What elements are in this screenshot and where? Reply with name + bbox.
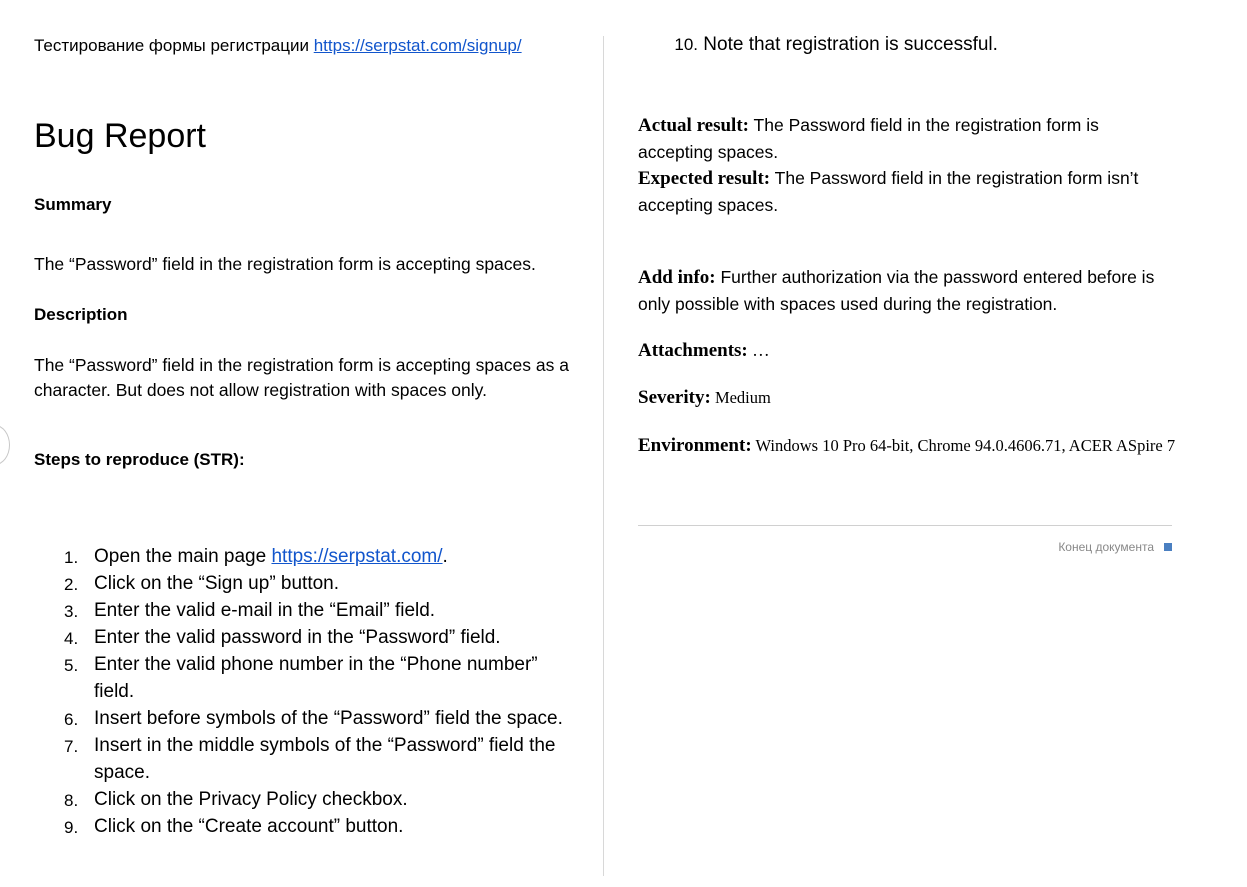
list-item: [34, 732, 574, 786]
expected-result: [638, 165, 1178, 218]
step-text: Click on the “Sign up” button.: [94, 573, 340, 594]
step-text: Enter the valid password in the “Password” field.: [94, 627, 501, 648]
step-number: 9.: [64, 818, 79, 837]
environment-label: Environment:: [638, 435, 752, 456]
step-text: Open the main page: [94, 546, 272, 567]
results-block: [638, 112, 1178, 218]
end-of-document-label: Конец документа: [1058, 540, 1154, 554]
signup-link[interactable]: https://serpstat.com/signup/: [313, 36, 522, 55]
attachments-value: …: [747, 340, 770, 360]
page-edge-marker: [0, 425, 10, 465]
list-item: [34, 705, 574, 732]
list-item: [34, 597, 574, 624]
end-marker-icon: [1164, 543, 1172, 551]
column-divider: [603, 36, 604, 876]
list-item: [34, 570, 574, 597]
step-number: 1.: [64, 548, 79, 567]
step-text: Insert before symbols of the “Password” field the space.: [94, 708, 563, 729]
str-heading: Steps to reproduce (STR):: [34, 450, 245, 469]
description-text: The “Password” field in the registration form is accepting spaces as a character. But does not allow registration with spaces only.: [34, 355, 569, 400]
list-item: [34, 786, 574, 813]
list-item: [34, 624, 574, 651]
step-number: 3.: [64, 602, 79, 621]
steps-list: [34, 543, 574, 840]
actual-result: [638, 112, 1178, 165]
step-text-end: .: [442, 546, 448, 567]
add-info: [638, 264, 1178, 317]
environment: [638, 432, 1178, 459]
expected-result-label: Expected result:: [638, 168, 771, 189]
main-page-link[interactable]: https://serpstat.com/: [271, 546, 443, 567]
attachments-label: Attachments:: [638, 340, 748, 361]
add-info-label: Add info:: [638, 267, 716, 288]
list-item: [34, 813, 574, 840]
expected-result-text: The Password field in the registration form isn’t accepting spaces.: [638, 168, 1139, 215]
actual-result-label: Actual result:: [638, 115, 749, 136]
list-item: [34, 543, 574, 570]
step-number: 7.: [64, 737, 79, 756]
environment-value: Windows 10 Pro 64-bit, Chrome 94.0.4606.71, ACER ASpire 7: [751, 436, 1176, 455]
step-text: Insert in the middle symbols of the “Password” field the space.: [94, 735, 556, 783]
severity-value: Medium: [710, 388, 771, 407]
step-number: 2.: [64, 575, 79, 594]
attachments: [638, 337, 1178, 364]
list-item: [34, 651, 574, 705]
page-title: Bug Report: [34, 117, 206, 155]
summary-heading: Summary: [34, 195, 112, 214]
actual-result-text: The Password field in the registration form is accepting spaces.: [638, 115, 1099, 162]
description-heading: Description: [34, 305, 128, 324]
step-text: Click on the “Create account” button.: [94, 816, 404, 837]
add-info-text: Further authorization via the password entered before is only possible with spaces used during the registration.: [638, 267, 1155, 314]
severity: [638, 384, 1178, 411]
step-number: 6.: [64, 710, 79, 729]
step-number: 8.: [64, 791, 79, 810]
step-text: Note that registration is successful.: [703, 34, 998, 55]
step-number: 4.: [64, 629, 79, 648]
step-number: 10.: [674, 35, 698, 54]
severity-label: Severity:: [638, 387, 711, 408]
intro-text: Тестирование формы регистрации: [34, 36, 314, 55]
end-divider: [638, 525, 1172, 526]
intro-line: [34, 36, 522, 56]
step-number: 5.: [64, 656, 79, 675]
end-of-document: [1058, 540, 1172, 554]
step-text: Enter the valid phone number in the “Phone number” field.: [94, 654, 538, 702]
summary-text: The “Password” field in the registration form is accepting spaces.: [34, 254, 536, 274]
step-text: Enter the valid e-mail in the “Email” field.: [94, 600, 436, 621]
list-item: [638, 34, 998, 56]
step-text: Click on the Privacy Policy checkbox.: [94, 789, 408, 810]
